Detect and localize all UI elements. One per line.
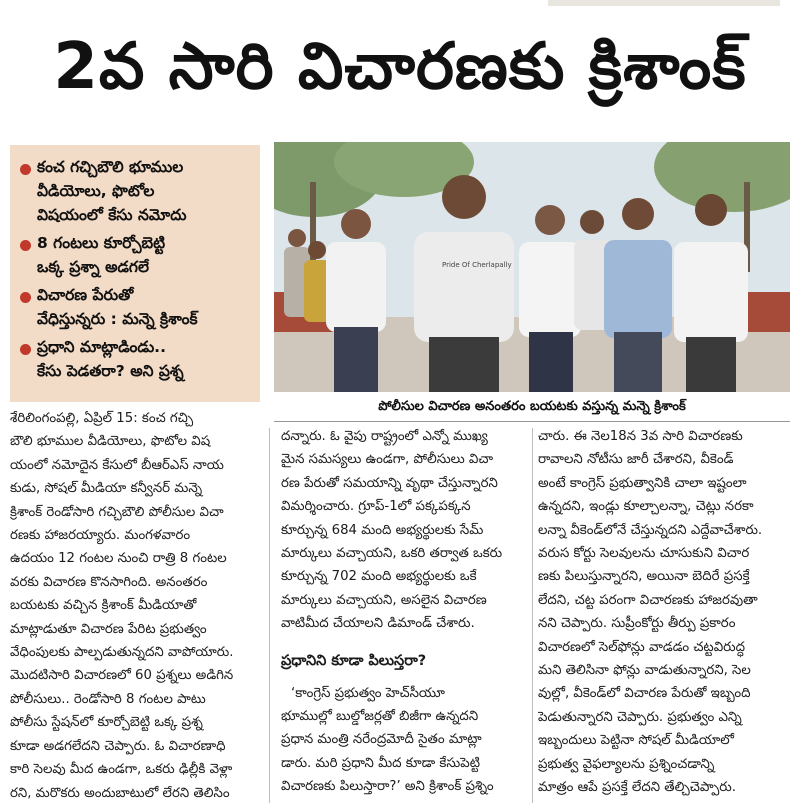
highlights-box [10, 145, 260, 402]
article-line: పెడుతున్నారని చెప్పారు. ప్రభుత్వం ఎన్ని [538, 709, 742, 725]
article-line: యంలో నమోదైన కేసులో బీఆర్ఎస్ నాయ [10, 457, 224, 473]
article-line: కారి సెలవు మీద ఉండగా, ఒకరు ఢిల్లీకి వెళ్లా [10, 762, 233, 778]
top-edge-strip [548, 0, 780, 6]
bullet-dot-icon [20, 292, 31, 303]
article-line: మార్కులు వచ్చాయని, అసలైన విచారణ [281, 592, 487, 608]
article-line: కూర్చున్న 684 మంది అభ్యర్థులకు సేమ్ [281, 522, 484, 538]
article-line: ప్రభుత్వ వైఫల్యాలను ప్రశ్నించడాన్ని [538, 756, 715, 772]
highlight-line: విచారణ పేరుతో [37, 286, 134, 304]
article-column-3 [538, 425, 790, 800]
bullet-dot-icon [20, 164, 31, 175]
highlight-item [20, 231, 252, 279]
article-line: నని చెప్పారు. సుప్రీంకోర్టు తీర్పు ప్రకారం [538, 616, 736, 632]
article-line: శేరిలింగంపల్లి, ఏప్రిల్ 15: కంచ గచ్చి [10, 411, 194, 426]
article-line: అంటే కాంగ్రెస్ ప్రభుత్వానికి చాలా ఇష్టంలా [538, 475, 747, 491]
article-line: బయటకు వచ్చిన క్రిశాంక్ మీడియాతో [10, 598, 197, 614]
article-line: వరుస కోర్టు సెలవులను చూసుకుని విచార [538, 546, 750, 562]
highlight-line: వేధిస్తున్నరు : మన్నె క్రిశాంక్ [37, 310, 198, 328]
sub-heading: ప్రధానిని కూడా పిలుస్తరా? [281, 652, 427, 669]
article-line: ణకు పిలుస్తున్నారని, అయినా బెదిరే ప్రసక్తే [538, 569, 750, 585]
article-line: వాటిమీద చేయాలని డిమాండ్ చేశారు. [281, 616, 475, 632]
article-line: క్రిశాంక్ రెండోసారి గచ్చిబౌలి పోలీసుల విచా [10, 504, 224, 520]
highlight-item [20, 335, 252, 383]
article-line: చారు. ఈ నెల18న 3వ సారి విచారణకు [538, 429, 743, 444]
photo-illustration [274, 142, 790, 392]
article-line: కూడా అడగలేదని చెప్పారు. ఓ విచారణాధి [10, 738, 226, 754]
article-column-1 [10, 407, 260, 805]
bullet-dot-icon [20, 344, 31, 355]
news-photo [274, 142, 790, 392]
article-line: పోలీసులు.. రెండోసారి 8 గంటల పాటు [10, 691, 206, 707]
article-line: మొదటిసారి విచారణలో 60 ప్రశ్నలు అడిగిన [10, 668, 234, 684]
article-line: మాట్లాడుతూ విచారణ పేరిట ప్రభుత్వం [10, 621, 207, 637]
article-line: ‘కాంగ్రెస్ ప్రభుత్వం హెచ్‌సీయూ [291, 685, 445, 701]
article-line: రణ పేరుతో సమయాన్ని వృథా చేస్తున్నారని [281, 475, 498, 491]
highlight-line: 8 గంటలు కూర్చోబెట్టి [37, 234, 166, 252]
article-line: కూర్చున్న 702 మంది అభ్యర్థులకు ఒకే [281, 569, 477, 585]
article-line: మైన సమస్యలు ఉండగా, పోలీసులు విచా [281, 452, 494, 468]
headline: 2వ సారి విచారణకు క్రిశాంక్ [53, 30, 747, 104]
article-line: మాత్రం ఆపే ప్రసక్తే లేదని తేల్చిచెప్పారు. [538, 780, 736, 796]
highlight-line: వీడియోలు, ఫొటోల [37, 182, 155, 200]
article-line: మని తెలిసినా ఫోన్లు వాడుతున్నారని, సెల [538, 663, 751, 679]
article-line: ప్రధాన మంత్రి నరేంద్రమోదీ సైతం మాట్లా [281, 732, 482, 748]
highlight-line: విషయంలో కేసు నమోదు [37, 206, 187, 224]
article-line: మార్కులు వచ్చాయని, ఒకరి తర్వాత ఒకరు [281, 546, 503, 562]
article-line: విమర్శించారు. గ్రూప్-1లో పక్కపక్కన [281, 499, 471, 515]
article-line: పోలీసు స్టేషన్‌లో కూర్చోబెట్టి ఒక్క ప్రశ్న [10, 715, 203, 731]
article-line: విచారణకు పిలుస్తారా?’ అని క్రిశాంక్ ప్రశ్నిం [281, 779, 494, 795]
highlight-line: ఒక్క ప్రశ్నా అడగలే [37, 258, 149, 276]
article-line: వరకు విచారణ కొనసాగింది. అనంతరం [10, 574, 208, 590]
article-line: రావాలని నోటీసు జారీ చేశారని, వీకెండ్ [538, 452, 734, 468]
article-line: రణకు హాజరయ్యారు. మంగళవారం [10, 528, 191, 544]
caption-divider [274, 421, 790, 422]
article-line: దన్నారు. ఓ వైపు రాష్ట్రంలో ఎన్నో ముఖ్య [281, 429, 488, 444]
article-line: వుల్లో, వీకెండ్‌లో విచారణ పేరుతో ఇబ్బంది [538, 686, 751, 702]
highlight-line: కేసు పెడతరా? అని ప్రశ్న [37, 362, 184, 380]
article-line: కుడు, సోషల్ మీడియా కన్వీనర్ మన్నె [10, 481, 203, 497]
article-line: ఉన్నదని, ఇండ్లు కూల్చాలన్నా, చెట్లు నరకా [538, 499, 754, 515]
article-line: డారు. మరి ప్రధాని మీద కూడా కేసుపెట్టి [281, 755, 481, 771]
article-line: లన్నా వీకెండ్‌లోనే చేస్తున్నదని ఎద్దేవాచేశారు. [538, 522, 763, 538]
article-line: బౌలి భూముల వీడియోలు, ఫొటోల విష [10, 434, 211, 450]
highlight-line: ప్రధాని మాట్లాడిండు.. [37, 338, 166, 356]
article-line: భూముల్లో బుల్డోజర్లతో బిజీగా ఉన్నదని [281, 709, 479, 725]
article-line: రని, మరొకరు అందుబాటులో లేరని తెలిసిం [10, 785, 230, 801]
highlight-item [20, 155, 252, 227]
article-line: వేధింపులకు పాల్పడుతున్నదని వాపోయారు. [10, 645, 234, 661]
bullet-dot-icon [20, 240, 31, 251]
column-divider [532, 428, 533, 803]
highlight-line: కంచ గచ్చిబౌలి భూముల [37, 158, 184, 176]
shirt-print: Pride Of Cherlapally [442, 261, 512, 269]
article-line: ఇబ్బందులు పెట్టినా సోషల్ మీడియాలో [538, 733, 734, 749]
highlight-item [20, 283, 252, 331]
article-line: లేదని, చట్ట పరంగా విచారణకు హాజరవుతా [538, 592, 758, 608]
article-line: ఉదయం 12 గంటల నుంచి రాత్రి 8 గంటల [10, 551, 227, 567]
column-divider [269, 428, 270, 803]
article-column-2 [281, 425, 527, 799]
photo-caption: పోలీసుల విచారణ అనంతరం బయటకు వస్తున్న మన్నె క్రిశాంక్ [378, 399, 686, 414]
article-line: విచారణలో సెల్‌ఫోన్లు వాడడం చట్టవిరుద్ధ [538, 639, 746, 655]
